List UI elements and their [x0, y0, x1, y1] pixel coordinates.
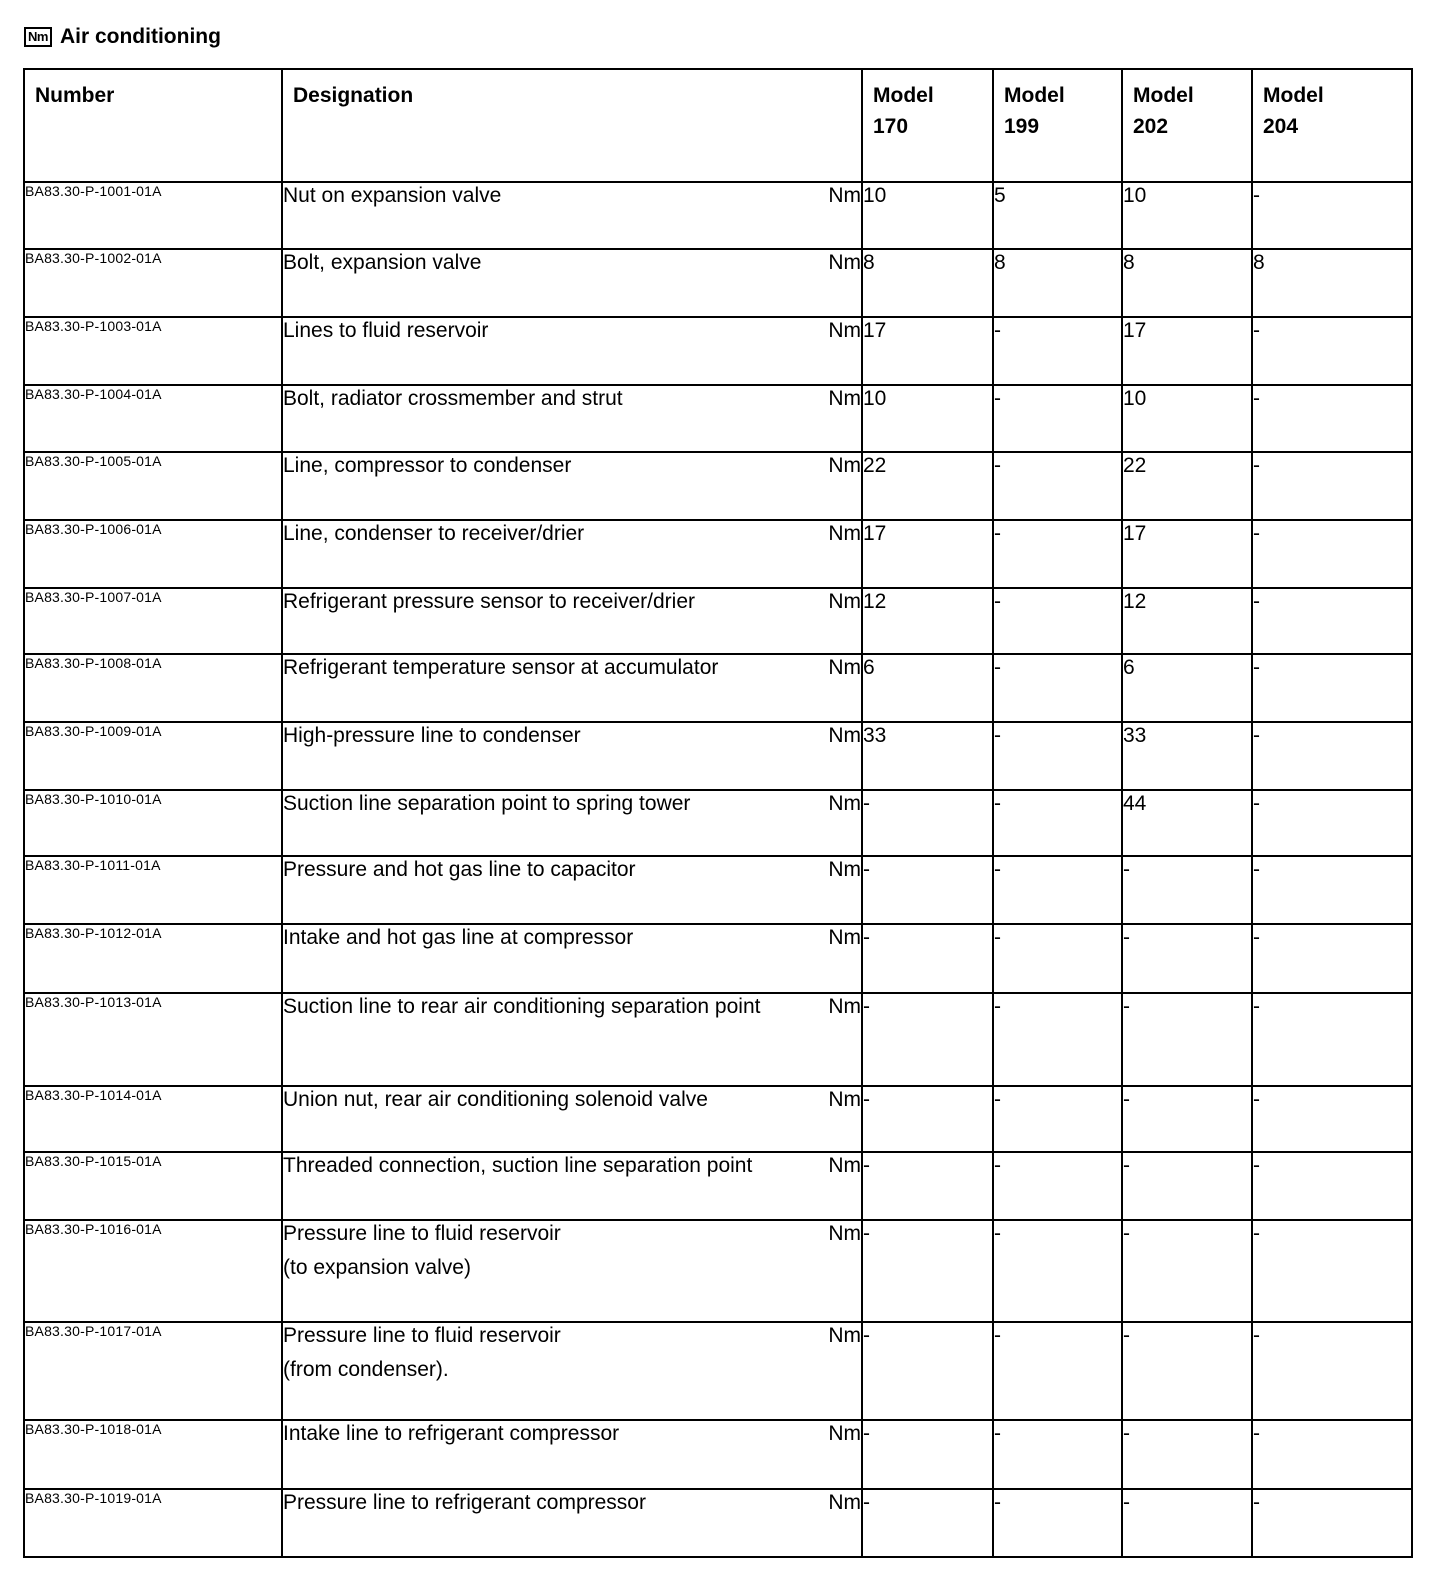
- cell-number: BA83.30-P-1017-01A: [24, 1322, 282, 1420]
- cell-model-204: -: [1252, 452, 1412, 520]
- cell-model-204: 8: [1252, 249, 1412, 317]
- table-header-row: [24, 69, 1412, 182]
- cell-model-204: -: [1252, 856, 1412, 924]
- cell-model-170: 22: [862, 452, 993, 520]
- cell-model-202: -: [1122, 1086, 1252, 1152]
- cell-model-170: -: [862, 993, 993, 1086]
- unit-label: Nm: [828, 656, 861, 679]
- table-row: [24, 1086, 1412, 1152]
- designation-text: Suction line separation point to spring tower: [283, 792, 691, 815]
- designation-text: Refrigerant pressure sensor to receiver/drier: [283, 590, 696, 613]
- table-row: [24, 993, 1412, 1086]
- unit-label: Nm: [828, 1154, 861, 1177]
- unit-label: Nm: [828, 522, 861, 545]
- designation-text: Union nut, rear air conditioning solenoid valve: [283, 1088, 708, 1111]
- cell-model-170: 8: [862, 249, 993, 317]
- header-model-170: Model 170: [862, 69, 993, 182]
- cell-model-204: -: [1252, 588, 1412, 654]
- cell-number: BA83.30-P-1011-01A: [24, 856, 282, 924]
- unit-label: Nm: [828, 724, 861, 747]
- cell-model-204: -: [1252, 1322, 1412, 1420]
- cell-model-202: 10: [1122, 182, 1252, 249]
- designation-subtext: (to expansion valve): [283, 1256, 471, 1279]
- cell-model-199: -: [993, 1489, 1122, 1557]
- cell-model-202: 6: [1122, 654, 1252, 722]
- cell-designation: [282, 385, 862, 452]
- cell-model-170: -: [862, 790, 993, 856]
- cell-model-202: -: [1122, 924, 1252, 993]
- cell-number: BA83.30-P-1007-01A: [24, 588, 282, 654]
- cell-designation: [282, 1420, 862, 1489]
- cell-designation: [282, 317, 862, 385]
- cell-model-204: -: [1252, 520, 1412, 588]
- unit-label: Nm: [828, 995, 861, 1018]
- cell-model-202: 8: [1122, 249, 1252, 317]
- designation-text: Bolt, expansion valve: [283, 251, 482, 274]
- table-row: [24, 722, 1412, 790]
- designation-text: Refrigerant temperature sensor at accumulator: [283, 656, 719, 679]
- cell-model-204: -: [1252, 654, 1412, 722]
- cell-designation: [282, 182, 862, 249]
- header-designation: Designation: [282, 69, 862, 182]
- unit-label: Nm: [828, 590, 861, 613]
- header-model-199: Model 199: [993, 69, 1122, 182]
- cell-model-170: 10: [862, 385, 993, 452]
- cell-model-204: -: [1252, 182, 1412, 249]
- cell-model-170: -: [862, 1489, 993, 1557]
- unit-label: Nm: [828, 319, 861, 342]
- cell-number: BA83.30-P-1001-01A: [24, 182, 282, 249]
- cell-model-170: 17: [862, 317, 993, 385]
- cell-number: BA83.30-P-1010-01A: [24, 790, 282, 856]
- cell-model-202: 44: [1122, 790, 1252, 856]
- cell-model-199: -: [993, 993, 1122, 1086]
- cell-model-202: 10: [1122, 385, 1252, 452]
- cell-model-202: -: [1122, 1420, 1252, 1489]
- cell-model-170: -: [862, 1152, 993, 1220]
- cell-model-204: -: [1252, 1152, 1412, 1220]
- header-number: Number: [24, 69, 282, 182]
- cell-model-199: -: [993, 452, 1122, 520]
- cell-model-202: -: [1122, 1220, 1252, 1322]
- cell-model-204: -: [1252, 722, 1412, 790]
- designation-text: High-pressure line to condenser: [283, 724, 581, 747]
- cell-number: BA83.30-P-1008-01A: [24, 654, 282, 722]
- table-row: [24, 1420, 1412, 1489]
- cell-designation: [282, 1489, 862, 1557]
- header-model-202: Model 202: [1122, 69, 1252, 182]
- cell-designation: [282, 520, 862, 588]
- cell-model-199: 5: [993, 182, 1122, 249]
- designation-text: Bolt, radiator crossmember and strut: [283, 387, 623, 410]
- cell-model-170: 12: [862, 588, 993, 654]
- cell-number: BA83.30-P-1003-01A: [24, 317, 282, 385]
- cell-model-170: -: [862, 1220, 993, 1322]
- cell-number: BA83.30-P-1005-01A: [24, 452, 282, 520]
- cell-model-202: 17: [1122, 317, 1252, 385]
- cell-model-204: -: [1252, 1086, 1412, 1152]
- unit-label: Nm: [828, 926, 861, 949]
- cell-model-204: -: [1252, 924, 1412, 993]
- unit-label: Nm: [828, 387, 861, 410]
- cell-model-204: -: [1252, 1489, 1412, 1557]
- cell-model-204: -: [1252, 1420, 1412, 1489]
- cell-number: BA83.30-P-1006-01A: [24, 520, 282, 588]
- cell-number: BA83.30-P-1013-01A: [24, 993, 282, 1086]
- designation-text: Suction line to rear air conditioning separation point: [283, 995, 761, 1018]
- cell-number: BA83.30-P-1018-01A: [24, 1420, 282, 1489]
- cell-model-199: -: [993, 1086, 1122, 1152]
- cell-model-204: -: [1252, 993, 1412, 1086]
- cell-designation: [282, 993, 862, 1086]
- cell-number: BA83.30-P-1014-01A: [24, 1086, 282, 1152]
- section-title: [24, 22, 221, 52]
- cell-model-202: -: [1122, 1322, 1252, 1420]
- unit-label: Nm: [828, 251, 861, 274]
- table-row: [24, 1322, 1412, 1420]
- cell-designation: [282, 1086, 862, 1152]
- cell-model-202: -: [1122, 856, 1252, 924]
- cell-model-199: -: [993, 317, 1122, 385]
- cell-model-199: -: [993, 790, 1122, 856]
- designation-text: Intake line to refrigerant compressor: [283, 1422, 620, 1445]
- table-row: [24, 317, 1412, 385]
- cell-designation: [282, 249, 862, 317]
- table-row: [24, 182, 1412, 249]
- cell-model-199: -: [993, 1420, 1122, 1489]
- designation-text: Threaded connection, suction line separation point: [283, 1154, 753, 1177]
- cell-model-170: 10: [862, 182, 993, 249]
- cell-model-170: 6: [862, 654, 993, 722]
- cell-designation: [282, 1152, 862, 1220]
- table-row: [24, 790, 1412, 856]
- designation-subtext: (from condenser).: [283, 1358, 449, 1381]
- cell-model-202: 17: [1122, 520, 1252, 588]
- cell-number: BA83.30-P-1004-01A: [24, 385, 282, 452]
- cell-model-199: -: [993, 1322, 1122, 1420]
- cell-model-170: -: [862, 924, 993, 993]
- unit-label: Nm: [828, 792, 861, 815]
- cell-model-199: -: [993, 1152, 1122, 1220]
- table-row: [24, 856, 1412, 924]
- designation-text: Pressure line to fluid reservoir: [283, 1222, 561, 1245]
- table-row: [24, 1220, 1412, 1322]
- unit-label: Nm: [828, 454, 861, 477]
- table-row: [24, 520, 1412, 588]
- designation-text: Line, compressor to condenser: [283, 454, 572, 477]
- cell-number: BA83.30-P-1016-01A: [24, 1220, 282, 1322]
- table-row: [24, 924, 1412, 993]
- designation-text: Nut on expansion valve: [283, 184, 502, 207]
- cell-model-199: -: [993, 722, 1122, 790]
- designation-text: Intake and hot gas line at compressor: [283, 926, 634, 949]
- designation-text: Pressure line to fluid reservoir: [283, 1324, 561, 1347]
- unit-label: Nm: [828, 1422, 861, 1445]
- cell-model-202: -: [1122, 993, 1252, 1086]
- section-title-text: Air conditioning: [59, 25, 221, 48]
- torque-table: [23, 68, 1413, 1558]
- cell-number: BA83.30-P-1015-01A: [24, 1152, 282, 1220]
- cell-model-170: 33: [862, 722, 993, 790]
- header-model-204: Model 204: [1252, 69, 1412, 182]
- table-row: [24, 385, 1412, 452]
- cell-number: BA83.30-P-1019-01A: [24, 1489, 282, 1557]
- unit-label: Nm: [828, 1324, 861, 1347]
- cell-model-199: -: [993, 654, 1122, 722]
- table-row: [24, 654, 1412, 722]
- cell-model-170: -: [862, 1322, 993, 1420]
- cell-model-202: 12: [1122, 588, 1252, 654]
- nm-torque-icon: Nm: [24, 27, 52, 47]
- cell-model-202: -: [1122, 1489, 1252, 1557]
- designation-text: Lines to fluid reservoir: [283, 319, 489, 342]
- cell-designation: [282, 588, 862, 654]
- cell-model-170: -: [862, 856, 993, 924]
- cell-designation: [282, 924, 862, 993]
- designation-text: Pressure and hot gas line to capacitor: [283, 858, 636, 881]
- cell-model-170: -: [862, 1420, 993, 1489]
- cell-model-199: -: [993, 924, 1122, 993]
- cell-number: BA83.30-P-1009-01A: [24, 722, 282, 790]
- cell-model-199: -: [993, 856, 1122, 924]
- cell-model-204: -: [1252, 317, 1412, 385]
- unit-label: Nm: [828, 184, 861, 207]
- unit-label: Nm: [828, 1491, 861, 1514]
- cell-model-199: -: [993, 588, 1122, 654]
- cell-designation: [282, 1220, 862, 1322]
- table-row: [24, 249, 1412, 317]
- designation-text: Pressure line to refrigerant compressor: [283, 1491, 646, 1514]
- unit-label: Nm: [828, 858, 861, 881]
- table-row: [24, 588, 1412, 654]
- cell-model-202: 33: [1122, 722, 1252, 790]
- cell-model-170: 17: [862, 520, 993, 588]
- table-row: [24, 1152, 1412, 1220]
- cell-designation: [282, 790, 862, 856]
- cell-designation: [282, 1322, 862, 1420]
- cell-model-170: -: [862, 1086, 993, 1152]
- cell-number: BA83.30-P-1002-01A: [24, 249, 282, 317]
- cell-model-199: 8: [993, 249, 1122, 317]
- cell-number: BA83.30-P-1012-01A: [24, 924, 282, 993]
- table-row: [24, 452, 1412, 520]
- cell-model-204: -: [1252, 790, 1412, 856]
- cell-model-199: -: [993, 520, 1122, 588]
- cell-designation: [282, 452, 862, 520]
- cell-model-199: -: [993, 385, 1122, 452]
- cell-model-204: -: [1252, 1220, 1412, 1322]
- cell-designation: [282, 856, 862, 924]
- table-row: [24, 1489, 1412, 1557]
- cell-designation: [282, 654, 862, 722]
- designation-text: Line, condenser to receiver/drier: [283, 522, 585, 545]
- cell-model-204: -: [1252, 385, 1412, 452]
- cell-model-202: -: [1122, 1152, 1252, 1220]
- unit-label: Nm: [828, 1088, 861, 1111]
- cell-designation: [282, 722, 862, 790]
- unit-label: Nm: [828, 1222, 861, 1245]
- cell-model-202: 22: [1122, 452, 1252, 520]
- cell-model-199: -: [993, 1220, 1122, 1322]
